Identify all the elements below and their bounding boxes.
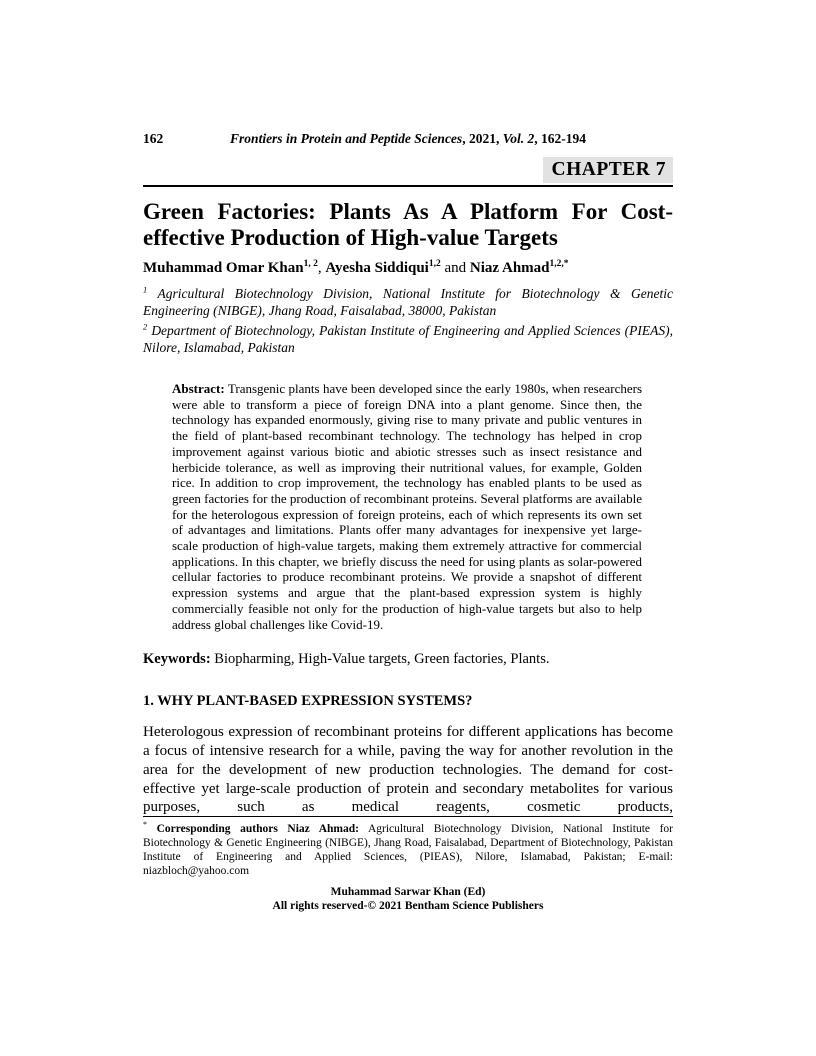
author-superscript-1: 1, 2 bbox=[303, 259, 318, 269]
keywords-text: Biopharming, High-Value targets, Green factories, Plants. bbox=[214, 651, 550, 668]
footnote-rule bbox=[143, 816, 673, 817]
affiliation-1 bbox=[143, 286, 673, 319]
journal-volume: Vol. 2 bbox=[502, 131, 535, 146]
abstract-text: Transgenic plants have been developed since the early 1980s, when researchers were able to transform a piece of foreign DNA into a plant genome. Since then, the technology has expanded enormously, giving rise to many private and public ventures in the field of plant-based recombinant technology. The technology has helped in crop improvement against various biotic and abiotic stresses such as insect resistance and herbicide tolerance, as well as improving their nutritional values, for example, Golden rice. In addition to crop improvement, the technology has enabled plants to be used as green factories for the production of recombinant proteins. Several platforms are available for the heterologous expression of foreign proteins, each of which represents its own set of advantages and limitations. Plants offer many advantages for inexpensive yet large-scale production of high-value targets, making them extremely attractive for commercial applications. In this chapter, we briefly discuss the need for using plants as solar-powered cellular factories to produce recombinant proteins. We provide a snapshot of different expression systems and argue that the plant-based expression system is highly commercially feasible not only for the production of high-value targets but also to help address global challenges like Covid-19. bbox=[172, 381, 642, 632]
authors-line bbox=[143, 259, 673, 278]
chapter-title-line-1: Green Factories: Plants As A Platform For Cost- bbox=[143, 199, 673, 224]
author-name-1: Muhammad Omar Khan bbox=[143, 260, 304, 276]
abstract bbox=[172, 381, 642, 632]
keywords-line bbox=[143, 651, 673, 668]
affiliation-marker-1: 1 bbox=[143, 284, 148, 295]
author-name-2: Ayesha Siddiqui bbox=[325, 260, 429, 276]
affiliation-text-2: Department of Biotechnology, Pakistan Institute of Engineering and Applied Sciences (PIEAS), Nilore, Islamabad, Pakistan bbox=[143, 323, 674, 355]
author-superscript-3: 1,2,* bbox=[549, 259, 569, 269]
keywords-label: Keywords: bbox=[143, 651, 211, 668]
chapter-title-line-2: effective Production of High-value Targets bbox=[143, 225, 558, 250]
page-number: 162 bbox=[143, 131, 164, 146]
journal-title: Frontiers in Protein and Peptide Sciences bbox=[230, 131, 463, 146]
corresponding-author-footnote bbox=[143, 822, 673, 878]
chapter-title bbox=[143, 199, 673, 251]
author-name-3: Niaz Ahmad bbox=[469, 260, 550, 276]
author-superscript-2: 1,2 bbox=[428, 259, 441, 269]
running-header bbox=[143, 131, 673, 147]
publisher-rights: All rights reserved-© 2021 Bentham Science Publishers bbox=[272, 900, 544, 912]
journal-year: , 2021, bbox=[462, 131, 503, 146]
chapter-header-rule bbox=[143, 157, 673, 187]
content-column bbox=[143, 131, 673, 817]
footnote-label: Corresponding authors Niaz Ahmad: bbox=[156, 823, 359, 835]
affiliation-marker-2: 2 bbox=[143, 321, 148, 332]
chapter-badge: CHAPTER 7 bbox=[543, 157, 673, 183]
publisher-block bbox=[143, 885, 673, 913]
affiliation-2 bbox=[143, 323, 673, 356]
affiliation-text-1: Agricultural Biotechnology Division, National Institute for Biotechnology & Genetic Engineering (NIBGE), Jhang Road, Faisalabad, 38000, Pakistan bbox=[143, 286, 673, 318]
section-heading: 1. WHY PLANT-BASED EXPRESSION SYSTEMS? bbox=[143, 693, 473, 710]
abstract-label: Abstract: bbox=[172, 381, 225, 396]
author-separator: , bbox=[317, 260, 326, 276]
journal-pages: , 162-194 bbox=[534, 131, 586, 146]
footnote-email: niazbloch@yahoo.com bbox=[143, 865, 250, 877]
publisher-editor: Muhammad Sarwar Khan (Ed) bbox=[330, 886, 486, 898]
footnote-text: Agricultural Biotechnology Division, National Institute for Biotechnology & Genetic Engineering (NIBGE), Jhang Road, Faisalabad, Department of Biotechnology, Pakistan Institute of Engineering and Applied Sciences, (PIEAS), Nilore, Islamabad, Pakistan; E-mail: bbox=[143, 823, 674, 863]
body-paragraph: Heterologous expression of recombinant proteins for different applications has become a focus of intensive research for a while, paving the way for another revolution in the area for the development of new production technologies. The demand for cost-effective yet large-scale production of protein and secondary metabolites for various purposes, such as medical reagents, cosmetic products, bbox=[143, 724, 673, 816]
running-title bbox=[143, 131, 673, 147]
authors-and: and bbox=[440, 260, 470, 276]
page-footer bbox=[143, 816, 673, 913]
footnote-marker: * bbox=[143, 820, 147, 830]
